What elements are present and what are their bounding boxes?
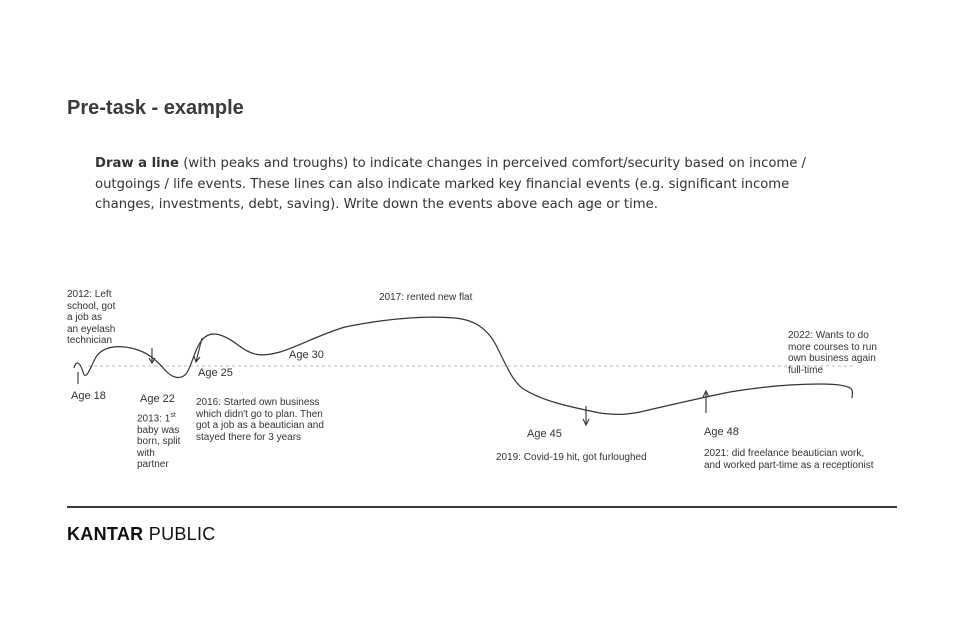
annotation-2013-pre: 2013: 1 <box>137 413 171 425</box>
age-label-25: Age 25 <box>198 367 233 379</box>
footer-rule <box>67 506 897 508</box>
annotation-2021: 2021: did freelance beautician work, and worked part-time as a receptionist <box>704 448 874 471</box>
age-label-30: Age 30 <box>289 349 324 361</box>
annotation-2016: 2016: Started own business which didn't go to plan. Then got a job as a beautician and stayed there for 3 years <box>196 397 324 443</box>
instructions-rest: (with peaks and troughs) to indicate changes in perceived comfort/security based on income / outgoings / life events. These lines can also indicate marked key financial events (e.g. significant income changes, investments, debt, saving). Write down the events above each age or time. <box>95 156 806 212</box>
age-label-22: Age 22 <box>140 393 175 405</box>
instructions-bold: Draw a line <box>95 156 179 171</box>
age-label-45: Age 45 <box>527 428 562 440</box>
page-title: Pre-task - example <box>67 97 244 119</box>
logo-regular: PUBLIC <box>143 524 216 544</box>
logo-bold: KANTAR <box>67 524 144 544</box>
annotation-2013-post: baby was born, split with partner <box>137 424 181 471</box>
age-label-48: Age 48 <box>704 426 739 438</box>
kantar-public-logo <box>67 524 216 545</box>
arrow-age25 <box>194 338 202 362</box>
annotation-2012: 2012: Left school, got a job as an eyelash technician <box>67 289 116 346</box>
annotation-2019: 2019: Covid-19 hit, got furloughed <box>496 452 647 463</box>
comfort-line <box>74 317 852 414</box>
annotation-2013-sup: st <box>170 412 176 419</box>
arrow-age48 <box>703 391 709 413</box>
annotation-2022: 2022: Wants to do more courses to run own business again full-time <box>788 330 877 376</box>
age-label-18: Age 18 <box>71 390 106 402</box>
arrow-age45 <box>583 406 589 425</box>
annotation-2017: 2017: rented new flat <box>379 292 473 303</box>
annotation-2013 <box>137 410 180 471</box>
